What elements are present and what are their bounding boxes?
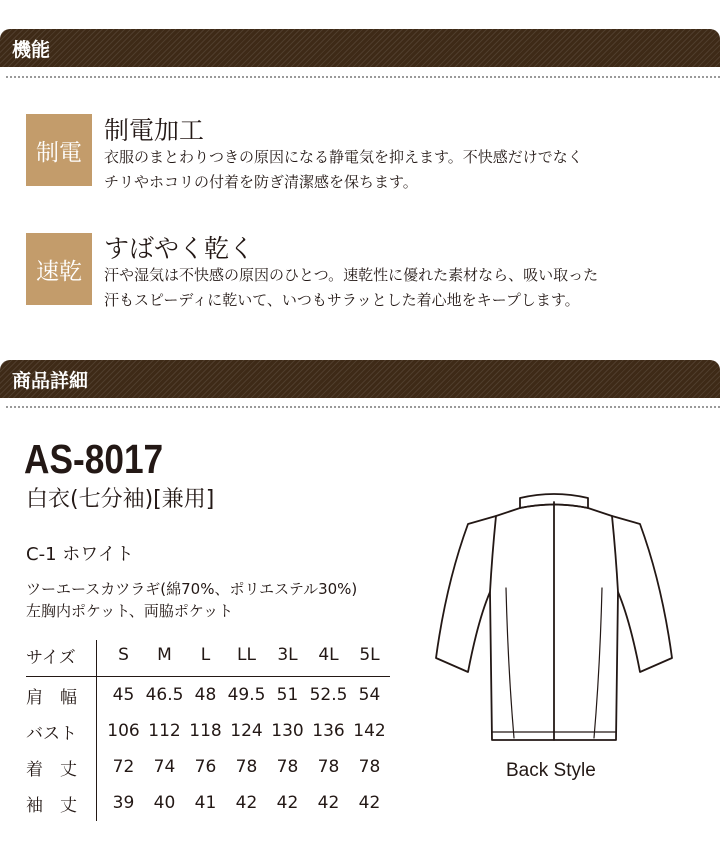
table-row (26, 785, 390, 821)
table-cell: 42 (235, 793, 258, 813)
table-cell: 112 (148, 721, 181, 741)
size-cell: 4L (308, 640, 349, 677)
table-cell: 130 (271, 721, 304, 741)
size-cell: 3L (267, 640, 308, 677)
table-cell: 42 (358, 793, 381, 813)
feature-title: 制電加工 (104, 116, 205, 145)
table-cell: 52.5 (309, 685, 348, 705)
row-label: バスト (26, 713, 97, 749)
table-cell: 124 (230, 721, 263, 741)
table-cell: 40 (153, 793, 176, 813)
jacket-back-illustration (434, 488, 674, 750)
illustration-caption: Back Style (506, 760, 596, 781)
size-cell: 5L (349, 640, 390, 677)
table-cell: 39 (112, 793, 135, 813)
size-cell: L (185, 640, 226, 677)
feature-description (104, 263, 598, 313)
table-cell: 45 (112, 685, 135, 705)
dotted-divider (6, 76, 720, 78)
table-cell: 76 (194, 757, 217, 777)
size-cell: S (97, 640, 145, 677)
product-color: C-1 ホワイト (26, 544, 134, 565)
table-row (26, 677, 390, 714)
table-cell: 118 (189, 721, 222, 741)
table-cell: 42 (317, 793, 340, 813)
feature-description-line: チリやホコリの付着を防ぎ清潔感を保ちます。 (104, 173, 418, 191)
table-cell: 74 (153, 757, 176, 777)
row-label: 着 丈 (26, 749, 97, 785)
table-cell: 46.5 (145, 685, 184, 705)
table-row (26, 713, 390, 749)
size-cell: LL (226, 640, 267, 677)
section-header-function (0, 29, 720, 67)
section-title: 機能 (12, 39, 51, 61)
table-cell: 78 (235, 757, 258, 777)
table-cell: 49.5 (227, 685, 266, 705)
feature-badge: 速乾 (26, 233, 92, 305)
table-cell: 42 (276, 793, 299, 813)
feature-description-line: 汗や湿気は不快感の原因のひとつ。速乾性に優れた素材なら、吸い取った (104, 266, 599, 284)
table-cell: 78 (358, 757, 381, 777)
size-table (26, 640, 390, 821)
product-name: 白衣(七分袖)[兼用] (26, 487, 215, 512)
size-label: サイズ (26, 640, 97, 677)
feature-description (104, 145, 583, 195)
feature-description-line: 汗もスピーディに乾いて、いつもサラッとした着心地をキープします。 (104, 291, 580, 309)
product-pockets: 左胸内ポケット、両脇ポケット (26, 602, 234, 620)
section-header-detail (0, 360, 720, 398)
table-cell: 72 (112, 757, 135, 777)
feature-badge: 制電 (26, 114, 92, 186)
table-cell: 78 (317, 757, 340, 777)
row-label: 肩 幅 (26, 677, 97, 714)
feature-title: すばやく乾く (104, 234, 255, 263)
table-row (26, 749, 390, 785)
size-table-header (26, 640, 390, 677)
table-cell: 106 (107, 721, 140, 741)
product-model: AS-8017 (24, 436, 164, 482)
product-material: ツーエースカツラギ(綿70%、ポリエステル30%) (26, 580, 358, 598)
table-cell: 78 (276, 757, 299, 777)
dotted-divider (6, 406, 720, 408)
table-cell: 136 (312, 721, 345, 741)
size-cell: M (144, 640, 185, 677)
section-title: 商品詳細 (12, 370, 89, 392)
table-cell: 51 (276, 685, 299, 705)
table-cell: 54 (358, 685, 381, 705)
feature-description-line: 衣服のまとわりつきの原因になる静電気を抑えます。不快感だけでなく (104, 148, 583, 166)
table-cell: 48 (194, 685, 217, 705)
row-label: 袖 丈 (26, 785, 97, 821)
table-cell: 142 (353, 721, 386, 741)
table-cell: 41 (194, 793, 217, 813)
